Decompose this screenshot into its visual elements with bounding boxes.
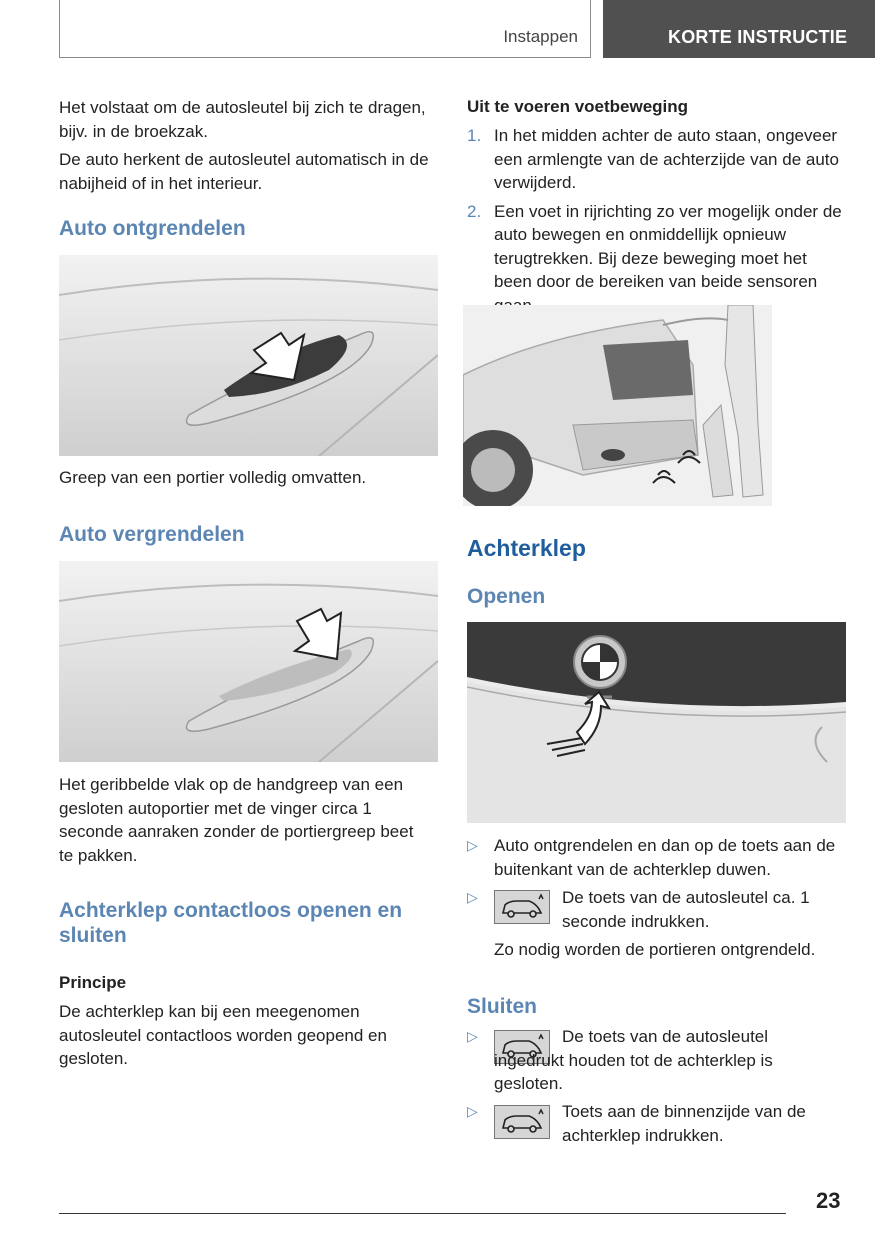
open-item-2 [467,886,847,938]
intro-paragraph-1: Het volstaat om de autosleutel bij zich te dragen, bijv. in de broekzak. [59,98,426,141]
tailgate-button-illustration [467,622,846,823]
close-item-2 [467,1100,847,1152]
step-number: 2. [467,201,482,221]
intro-paragraph-2: De auto herkent de autosleutel automatisch in de nabijheid of in het interieur. [59,150,429,193]
step-text: In het midden achter de auto staan, ongeveer een armlengte van de achterzijde van de auto verwijderd. [494,126,839,192]
close-item-text: De toets van de autosleutel ingedrukt houden tot de achterklep is gesloten. [494,1027,773,1093]
header-box [59,0,591,58]
figure-tailgate-button [467,622,846,823]
figure-foot-movement [463,305,772,506]
header-tab-korte-instructie: KORTE INSTRUCTIE [603,0,875,58]
tailgate-key-button-icon [494,890,550,924]
header-section-title: Instappen [503,27,578,46]
foot-step-1 [467,124,847,195]
heading-auto-vergrendelen: Auto vergrendelen [59,523,245,546]
caption-lock: Het geribbelde vlak op de handgreep van een gesloten autoportier met de vinger circa 1 seconde aanraken zonder de portiergreep beet te pakken. [59,775,414,865]
tailgate-inner-button-icon [494,1105,550,1139]
triangle-bullet-icon: ▷ [467,1028,478,1044]
heading-voetbeweging: Uit te voeren voetbeweging [467,97,689,116]
open-list [467,834,847,881]
triangle-bullet-icon: ▷ [467,889,478,905]
open-item-1 [467,834,847,881]
foot-movement-illustration [463,305,772,506]
figure-door-handle-lock [59,561,438,762]
step-number: 1. [467,126,482,145]
triangle-bullet-icon: ▷ [467,837,478,853]
heading-openen: Openen [467,585,546,608]
close-item-1 [467,1025,847,1095]
footer-divider [59,1213,786,1214]
open-item-text: Auto ontgrendelen en dan op de toets aan de buitenkant van de achterklep duwen. [494,836,836,879]
triangle-bullet-icon: ▷ [467,1103,478,1119]
caption-unlock: Greep van een portier volledig omvatten. [59,468,367,487]
left-intro [59,96,441,195]
door-handle-lock-illustration [59,561,438,762]
heading-achterklep: Achterklep [467,535,586,561]
heading-achterklep-contactloos: Achterklep contactloos openen en sluiten [59,899,403,947]
open-note: Zo nodig worden de portieren ontgrendeld. [494,940,816,959]
page-number: 23 [816,1188,841,1213]
heading-sluiten: Sluiten [467,995,538,1018]
door-handle-unlock-illustration [59,255,438,456]
principle-text: De achterklep kan bij een meegenomen autosleutel contactloos worden geopend en gesloten. [59,1002,387,1068]
foot-step-2 [467,200,847,318]
figure-door-handle-unlock [59,255,438,456]
step-text: Een voet in rijrichting zo ver mogelijk onder de auto bewegen en onmiddellijk opnieuw terugtrekken. Bij deze beweging moet het been door de bereiken van beide sensoren [494,201,842,291]
foot-steps-list [467,124,847,317]
open-item-text: De toets van de autosleutel ca. 1 seconde indrukken. [562,888,810,931]
heading-principe: Principe [59,973,127,992]
close-item-text: Toets aan de binnenzijde van de achterklep indrukken. [562,1102,806,1145]
heading-auto-ontgrendelen: Auto ontgrendelen [59,217,246,240]
